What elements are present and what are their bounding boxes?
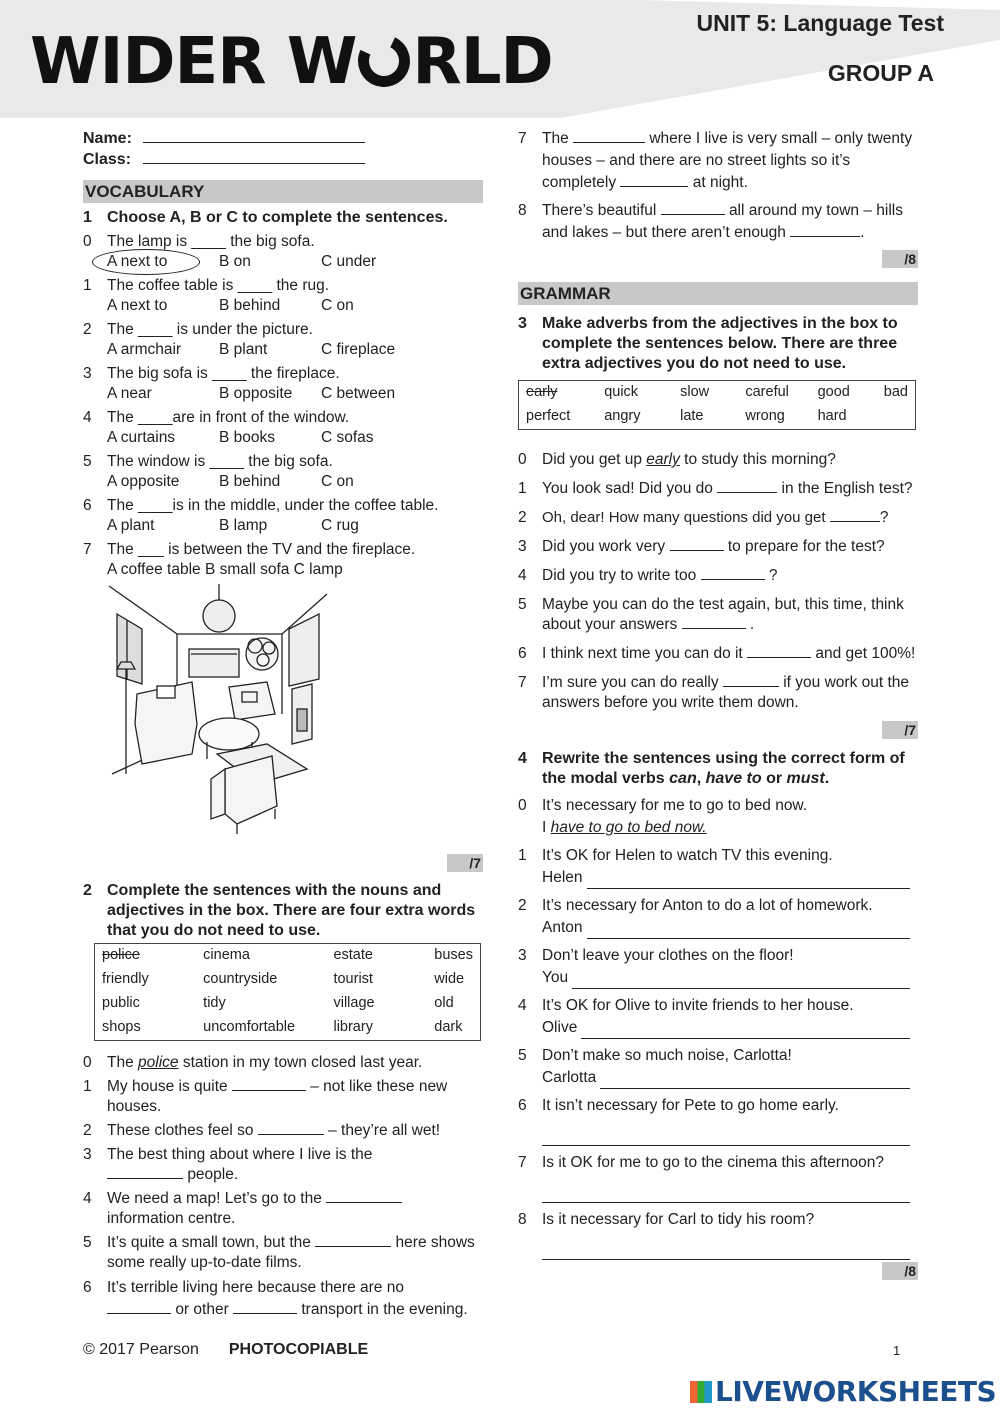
rewrite-line[interactable]	[572, 974, 910, 989]
ex3-item-1: 1 You look sad! Did you do in the English test?	[518, 480, 913, 497]
class-field[interactable]: Class:	[83, 149, 483, 170]
box-word: buses	[434, 947, 473, 963]
ex3-blank-2[interactable]	[830, 509, 880, 522]
ex4-instruction: 4 Rewrite the sentences using the correct form of the modal verbs can, have to or must.	[518, 750, 905, 787]
wider-world-logo: WIDER W RLD	[30, 25, 553, 99]
ex2-item-8: 8 There’s beautiful all around my town – hills and lakes – but there aren’t enough .	[518, 202, 903, 241]
rewrite-line[interactable]	[542, 1180, 910, 1203]
box-word: old	[434, 995, 454, 1011]
ex2-blank-2[interactable]	[258, 1122, 324, 1135]
ex3-blank-5[interactable]	[682, 616, 746, 629]
answer-circle	[92, 249, 200, 275]
ex2-blank-7b[interactable]	[620, 174, 688, 187]
ex3-item-5: 5 Maybe you can do the test again, but, this time, think about your answers .	[518, 596, 904, 633]
ex3-item-2: 2 Oh, dear! How many questions did you get ?	[518, 509, 889, 526]
liveworksheets-logo[interactable]: LIVEWORKSHEETS	[690, 1375, 996, 1408]
box-word: wide	[434, 971, 465, 987]
ex4-item-6: 6 It isn’t necessary for Pete to go home early.	[518, 1095, 918, 1146]
ex3-item-0: 0 Did you get up early to study this morning?	[518, 451, 836, 468]
ex2-item-6: 6 It’s terrible living here because there are no or other transport in the evening.	[83, 1279, 468, 1318]
box-word: perfect	[526, 408, 571, 424]
ex3-blank-6[interactable]	[747, 645, 811, 658]
page-number: 1	[893, 1343, 901, 1358]
right-column	[518, 128, 918, 1280]
ex4-item-4: 4 It’s OK for Olive to invite friends to her house. Olive	[518, 995, 918, 1039]
ex2-item-5: 5 It’s quite a small town, but the here shows some really up-to-date films.	[83, 1234, 475, 1271]
name-field[interactable]: Name:	[83, 128, 483, 149]
option-b[interactable]: B behind	[219, 473, 281, 490]
ex2-item-2: 2 These clothes feel so – they’re all wet!	[83, 1122, 441, 1139]
box-word: countryside	[203, 971, 278, 987]
ex3-score: /7	[882, 721, 918, 739]
box-word: hard	[817, 408, 847, 424]
unit-title: UNIT 5: Language Test	[696, 10, 944, 36]
ex1-item-6: 6 The ____is in the middle, under the coffee table. A plant B lamp C rug	[83, 497, 439, 534]
option-a[interactable]: A next to	[107, 253, 168, 270]
rewrite-line[interactable]	[600, 1074, 910, 1089]
ex2-blank-3[interactable]	[107, 1166, 183, 1179]
ex1-item-4: 4 The ____are in front of the window. A curtains B books C sofas	[83, 409, 374, 446]
option-b[interactable]: B books	[219, 429, 276, 446]
box-word: bad	[883, 384, 908, 400]
photocopiable-label: PHOTOCOPIABLE	[228, 1341, 369, 1358]
box-word: friendly	[102, 971, 149, 987]
box-word: careful	[745, 384, 789, 400]
ex1-item-0: 0 The lamp is ____ the big sofa. A next to B on C under	[83, 233, 377, 270]
rewrite-line[interactable]	[587, 874, 911, 889]
option-c[interactable]: C between	[321, 385, 396, 402]
ex1-score: /7	[447, 854, 483, 872]
ex3-item-6: 6 I think next time you can do it and get 100%!	[518, 645, 916, 662]
ex1-item-1: 1 The coffee table is ____ the rug. A next to B behind C on	[83, 277, 354, 314]
left-column	[83, 128, 483, 1321]
grammar-heading: GRAMMAR	[518, 282, 918, 305]
ex2-item-0: 0 The police station in my town closed last year.	[83, 1054, 423, 1071]
ex1-item-2: 2 The ____ is under the picture. A armchair B plant C fireplace	[83, 321, 396, 358]
ex2-item-7: 7 The where I live is very small – only twenty houses – and there are no street lights so it’s completely at night.	[518, 130, 913, 191]
ex2-item-1: 1 My house is quite – not like these new houses.	[83, 1078, 448, 1115]
box-word: uncomfortable	[203, 1019, 296, 1035]
option-c[interactable]: C on	[321, 473, 354, 490]
ex3-blank-4[interactable]	[701, 567, 765, 580]
ex4-item-8: 8 Is it necessary for Carl to tidy his room?	[518, 1209, 918, 1260]
rewrite-line[interactable]	[587, 924, 910, 939]
rewrite-line[interactable]	[581, 1024, 910, 1039]
box-word: dark	[434, 1019, 463, 1035]
option-b[interactable]: B plant	[219, 341, 268, 358]
ex3-item-3: 3 Did you work very to prepare for the test?	[518, 538, 885, 555]
ex2-blank-6b[interactable]	[233, 1301, 297, 1314]
box-word: village	[333, 995, 375, 1011]
box-word: slow	[680, 384, 710, 400]
ex4-item-0: 0 It’s necessary for me to go to bed now. I have to go to bed now.	[518, 797, 808, 836]
group-label: GROUP A	[827, 60, 934, 86]
ex3-instruction: 3 Make adverbs from the adjectives in the box to complete the sentences below. There are three extra adjectives you do not need to use.	[518, 315, 898, 372]
option-c[interactable]: C rug	[321, 517, 359, 534]
ex2-instruction: 2 Complete the sentences with the nouns and adjectives in the box. There are four extra words that you do not need to use.	[83, 882, 476, 939]
ex3-item-7: 7 I’m sure you can do really if you work out the answers before you write them down.	[518, 674, 910, 711]
ex2-blank-6a[interactable]	[107, 1301, 171, 1314]
rewrite-line[interactable]	[542, 1123, 910, 1146]
ex2-word-box	[94, 943, 481, 1041]
ex2-blank-1[interactable]	[232, 1078, 306, 1091]
ex1-instruction: 1 Choose A, B or C to complete the sentences.	[83, 209, 448, 226]
option-b[interactable]: B opposite	[219, 385, 293, 402]
ex4-score: /8	[882, 1262, 918, 1280]
ex3-blank-3[interactable]	[670, 538, 724, 551]
option-b[interactable]: B lamp	[219, 517, 268, 534]
copyright: © 2017 Pearson	[83, 1341, 199, 1358]
ex4-item-7: 7 Is it OK for me to go to the cinema this afternoon?	[518, 1152, 918, 1203]
ex1-item-3: 3 The big sofa is ____ the fireplace. A near B opposite C between	[83, 365, 396, 402]
ex4-item-1: 1 It’s OK for Helen to watch TV this evening. Helen	[518, 845, 918, 889]
ex4-item-2: 2 It’s necessary for Anton to do a lot of homework. Anton	[518, 895, 918, 939]
ex2-item-3: 3 The best thing about where I live is the people.	[83, 1146, 373, 1183]
box-word: police	[102, 947, 140, 963]
ex2-blank-7a[interactable]	[573, 130, 645, 143]
box-word: tidy	[203, 995, 226, 1011]
box-word: angry	[604, 408, 641, 424]
ex2-item-4: 4 We need a map! Let’s go to the information centre.	[83, 1189, 483, 1229]
box-word	[877, 405, 915, 429]
ex2-blank-4[interactable]	[326, 1190, 402, 1203]
ex3-blank-1[interactable]	[717, 480, 777, 493]
rewrite-line[interactable]	[542, 1237, 910, 1260]
option-c[interactable]: C under	[321, 253, 377, 270]
box-word: late	[680, 408, 704, 424]
vocabulary-heading: VOCABULARY	[83, 180, 483, 203]
ex1-item-7: 7 The ___ is between the TV and the fireplace. A coffee table B small sofa C lamp	[83, 541, 416, 578]
living-room-illustration	[107, 584, 347, 844]
liveworksheets-icon	[690, 1381, 712, 1403]
option-c[interactable]: C on	[321, 297, 354, 314]
ex3-item-4: 4 Did you try to write too ?	[518, 567, 778, 584]
box-word: good	[817, 384, 850, 400]
option-c[interactable]: C sofas	[321, 429, 374, 446]
ex3-blank-7[interactable]	[723, 674, 779, 687]
ex1-item-5: 5 The window is ____ the big sofa. A opposite B behind C on	[83, 453, 354, 490]
box-word: shops	[102, 1019, 141, 1035]
ex2-blank-5[interactable]	[315, 1234, 391, 1247]
footer	[83, 1341, 368, 1359]
option-a[interactable]: A plant	[107, 517, 155, 534]
option-b[interactable]: B behind	[219, 297, 281, 314]
ex1-list	[83, 232, 483, 536]
ex2-score: /8	[882, 250, 918, 268]
option-b[interactable]: B on	[219, 253, 251, 270]
ex4-item-5: 5 Don’t make so much noise, Carlotta! Carlotta	[518, 1045, 918, 1089]
ex4-list	[518, 795, 918, 1260]
box-word: estate	[333, 947, 373, 963]
ex3-word-box	[518, 380, 916, 430]
box-word: early	[526, 384, 558, 400]
box-word: library	[333, 1019, 373, 1035]
box-word: tourist	[333, 971, 373, 987]
box-word: quick	[604, 384, 639, 400]
ex2-blank-8b[interactable]	[790, 224, 860, 237]
box-word: cinema	[203, 947, 250, 963]
option-c[interactable]: C fireplace	[321, 341, 396, 358]
option-a[interactable]: A near	[107, 385, 152, 402]
option-a[interactable]: A opposite	[107, 473, 180, 490]
ex4-item-3: 3 Don’t leave your clothes on the floor! You	[518, 945, 918, 989]
option-a[interactable]: A armchair	[107, 341, 182, 358]
option-a[interactable]: A curtains	[107, 429, 176, 446]
option-a[interactable]: A next to	[107, 297, 168, 314]
box-word: public	[102, 995, 140, 1011]
ex2-blank-8a[interactable]	[661, 202, 725, 215]
box-word: wrong	[745, 408, 785, 424]
